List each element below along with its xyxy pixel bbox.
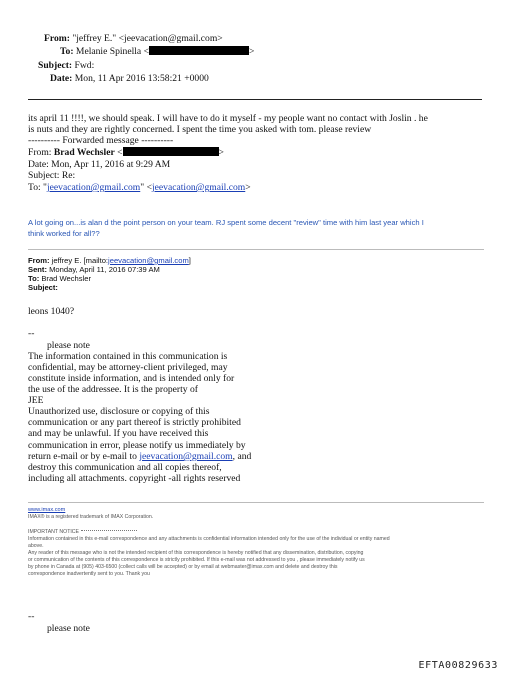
- brad-note-line-1: A lot going on...is alan d the point person on your team. RJ spent some decent "review" time with him last year which I: [28, 218, 424, 227]
- sig-line-7: communication or any part thereof is strictly prohibited: [28, 417, 241, 428]
- imax-notice-line-4: or communication of the contents of this correspondence is strictly prohibited. If this e-mail was not addressed to you , please immediately notify us: [28, 557, 365, 563]
- fwd-to-label: To: ": [28, 182, 47, 193]
- fwd-to-mid: " <: [140, 182, 152, 193]
- redaction-box: [149, 46, 249, 55]
- header-from-label: From:: [44, 33, 70, 44]
- outlook-sent-value: Monday, April 11, 2016 07:39 AM: [46, 265, 160, 274]
- imax-notice-line-6: correspondence inadvertently sent to you. Thank you: [28, 571, 150, 577]
- fwd-to-row: [28, 182, 251, 194]
- header-to-row: [60, 46, 254, 58]
- outlook-sent-label: Sent:: [28, 265, 47, 274]
- imax-notice-line-2: above.: [28, 543, 44, 549]
- forwarded-marker: ---------- Forwarded message ----------: [28, 135, 174, 146]
- header-date-row: [50, 73, 209, 85]
- imax-link[interactable]: www.imax.com: [28, 507, 66, 513]
- header-subject-value: Fwd:: [74, 60, 95, 71]
- outlook-subject-label: Subject:: [28, 283, 58, 292]
- header-to-label: To:: [60, 46, 74, 57]
- message-line-2: is nuts and they are rightly concerned. I spent the time you asked with tom. please review: [28, 124, 372, 135]
- notice-title-rule: [81, 530, 137, 531]
- footer-please-note: please note: [47, 623, 90, 634]
- header-date-label: Date:: [50, 73, 73, 84]
- leons-line: leons 1040?: [28, 306, 75, 317]
- fwd-from-close: >: [218, 147, 224, 158]
- message-line-1: its april 11 !!!!, we should speak. I will have to do it myself - my people want no contact with Joslin . he: [28, 113, 428, 124]
- header-subject-label: Subject:: [38, 60, 73, 71]
- sig-line-4: the use of the addressee. It is the property of: [28, 384, 198, 395]
- sig-line-2: confidential, may be attorney-client privileged, may: [28, 362, 228, 373]
- header-from-row: [44, 33, 223, 45]
- fwd-from-open: <: [114, 147, 123, 158]
- bates-number: EFTA00829633: [418, 660, 498, 671]
- header-date-value: Mon, 11 Apr 2016 13:58:21 +0000: [74, 73, 209, 84]
- header-to-close: >: [249, 46, 255, 57]
- fwd-from-label: From:: [28, 147, 52, 158]
- sig-line-12: including all attachments. copyright -all rights reserved: [28, 473, 241, 484]
- imax-notice-title-text: IMPORTANT NOTICE: [28, 529, 80, 535]
- imax-link-row: [28, 507, 65, 514]
- header-from-value: "jeffrey E." <jeevacation@gmail.com>: [72, 33, 223, 44]
- header-to-value: Melanie Spinella <: [75, 46, 150, 57]
- outlook-to-value: Brad Wechsler: [39, 274, 92, 283]
- fwd-subject: Subject: Re:: [28, 170, 76, 181]
- outlook-from-label: From:: [28, 256, 50, 265]
- imax-notice-line-5: by phone in Canada at (905) 403-6500 (collect calls will be accepted) or by email at webmaster@imax.com and delete and destroy this: [28, 564, 338, 570]
- header-divider: [28, 99, 482, 100]
- imax-trademark: IMAX® is a registered trademark of IMAX Corporation.: [28, 514, 154, 520]
- outlook-to-label: To:: [28, 274, 40, 283]
- imax-notice-title: [28, 529, 137, 535]
- brad-note-line-2: think worked for all??: [28, 229, 100, 238]
- imax-notice-line-1: Information contained in this e-mail correspondence and any attachments is confidential information intended only for the use of the individual or entity named: [28, 536, 390, 542]
- fwd-to-email-link[interactable]: jeevacation@gmail.com: [46, 182, 141, 193]
- sig-line-8: and may be unlawful. If you have received this: [28, 428, 209, 439]
- imax-divider: [28, 502, 484, 503]
- fwd-from-row: [28, 147, 224, 159]
- sig-line-1: The information contained in this communication is: [28, 351, 228, 362]
- sig-line-3: constitute inside information, and is intended only for: [28, 373, 235, 384]
- sig-return-pre: return e-mail or by e-mail to: [28, 451, 140, 462]
- sig-email-link[interactable]: jeevacation@gmail.com: [139, 451, 233, 462]
- outlook-from-end: ]: [188, 256, 191, 265]
- outlook-subject-row: [28, 283, 58, 293]
- sig-return-post: , and: [232, 451, 252, 462]
- imax-notice-line-3: Any reader of this message who is not the intended recipient of this correspondence is hereby notified that any dissemination, distribution, copying: [28, 550, 364, 556]
- sig-please-note: please note: [47, 340, 90, 351]
- fwd-from-name: Brad Wechsler: [53, 147, 115, 158]
- header-subject-row: [38, 60, 94, 72]
- outlook-divider: [28, 249, 484, 250]
- redaction-box: [123, 147, 219, 156]
- sig-line-9: communication in error, please notify us immediately by: [28, 440, 246, 451]
- fwd-date: Date: Mon, Apr 11, 2016 at 9:29 AM: [28, 159, 171, 170]
- fwd-to-email-link-2[interactable]: jeevacation@gmail.com: [151, 182, 246, 193]
- fwd-to-end: >: [245, 182, 251, 193]
- footer-dashes: --: [28, 611, 35, 622]
- outlook-from-email-link[interactable]: jeevacation@gmail.com: [108, 256, 189, 265]
- sig-line-6: Unauthorized use, disclosure or copying of this: [28, 406, 210, 417]
- sig-dashes: --: [28, 328, 35, 339]
- sig-line-11: destroy this communication and all copies thereof,: [28, 462, 222, 473]
- outlook-from-value: jeffrey E. [mailto:: [49, 256, 109, 265]
- sig-line-5: JEE: [28, 395, 44, 406]
- sig-line-10: [28, 451, 251, 463]
